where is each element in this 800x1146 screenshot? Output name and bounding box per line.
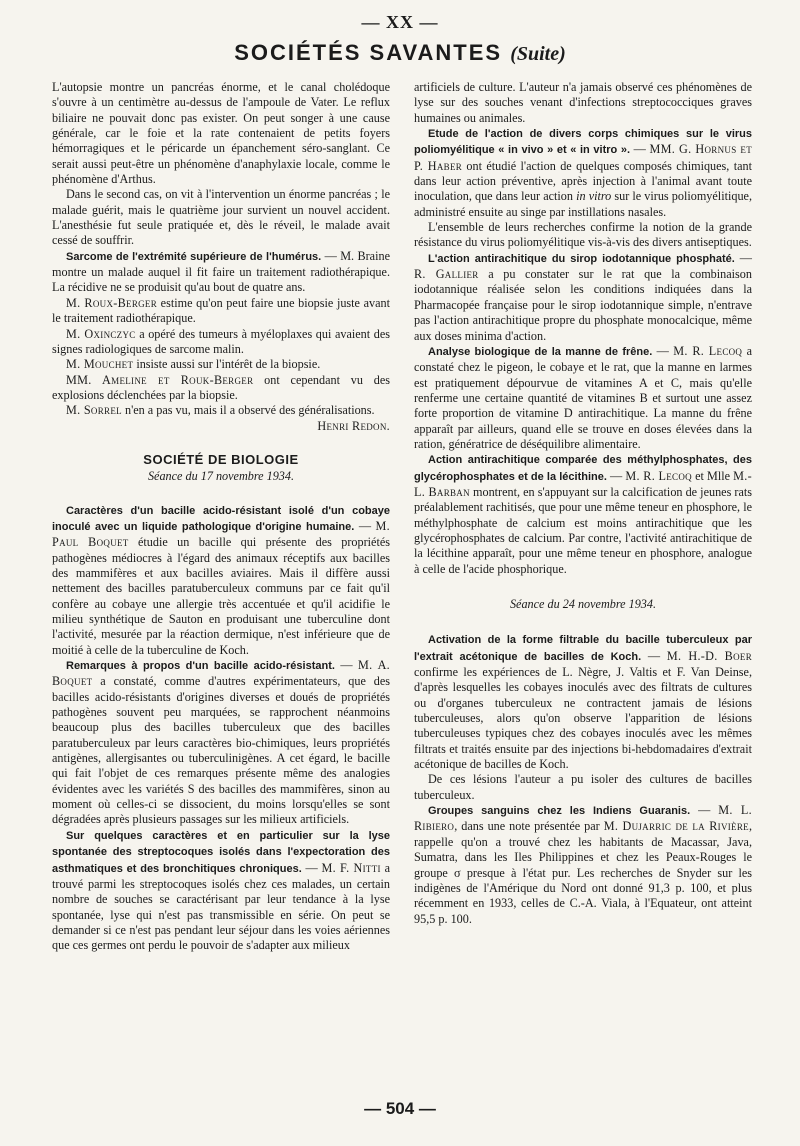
activ-author: M. H.-D. Boer (666, 648, 752, 663)
etude-title: Etude de l'action de divers corps chimiques sur le virus poliomyélitique « in vivo » et « in vitro ». (414, 128, 752, 157)
autopsy-paragraph: L'autopsie montre un pancréas énorme, et le canal cholédoque s'ouvre à un centimètre au-dessus de l'ampoule de Vater. Le reflux biliaire ne pouvait donc pas exister. On peut songer à une cause générale, car le foie et la rate contenaient de petits foyers hémorragiques et le péricarde un épanchement séro-sanglant. Ce serait aussi peut-être un phénomène d'anaphylaxie locale, comme le phénomène d'Arthus. (52, 80, 390, 187)
sarcome-entry (52, 249, 390, 296)
meth-author2: M.-L. Barban (414, 468, 752, 499)
seance-date-2: Séance du 24 novembre 1934. (509, 597, 657, 611)
roman-page-number: — XX — (361, 12, 439, 32)
left-column (52, 80, 390, 954)
bacille-title: Caractères d'un bacille acido-résistant isolé d'un cobaye inoculé avec un liquide pathologique d'origine humaine. (52, 504, 390, 533)
bacille-text: étudie un bacille qui présente des propriétés pathogènes médiocres à l'égard des animaux réceptifs aux bacilles des mammifères et aux bacilles aviaires. Mais il diffère aussi nettement des bacilles paratuberculeux communs par ce fait qu'il confère au cobaye une allergie très accentuée et qu'il acidifie le milieu synthétique de Sauton en produisant une tuberculine dont l'activité, mesurée par la réaction dermique, n'est inférieure que de moitié à celle de la tuberculine de Koch. (52, 535, 390, 657)
ameline-entry (52, 373, 390, 404)
signature: Henri Redon. (317, 418, 390, 433)
section-title: SOCIÉTÉ DE BIOLOGIE (143, 451, 299, 467)
manne-title: Analyse biologique de la manne de frêne. (428, 345, 653, 358)
meth-text: montrent, en s'appuyant sur la calcification de jeunes rats préalablement rachitisés, que pour une même teneur en phosphore, le méthylphosphate de calcium est moins antirachitique que les glycérophosphates de calcium. Par contre, l'activité antirachitique de la lécithine apparaît, pour une même teneur en phosphore, analogue à celle de l'acide phosphorique. (414, 484, 752, 576)
sorrel-text: n'en a pas vu, mais il a observé des généralisations. (121, 403, 375, 418)
remarques-text: a constaté, comme d'autres expérimentateurs, que des bacilles acido-résistants d'origines diverses et doués de propriétés pathogènes souvent peu marquées, se rapprochent néanmoins beaucoup plus des bacilles tuberculeux que des bacilles paratuberculeux par leurs caractères bio-chimiques, leurs propriétés antigènes, allergisantes ou tuberculinigènes. A cet égard, le bacille qui fait l'objet de ces remarques présente même des analogies évidentes avec les variétés S des bacilles des mammifères, sinon au moment où celles-ci se dissocient, du moins lorsqu'elles se sont dégradées après plusieurs passages sur les milieux artificiels. (52, 674, 390, 827)
page-number: — 504 — (364, 1099, 436, 1118)
etude-author: MM. G. Hornus et P. Haber (414, 142, 753, 173)
mouchet-name: M. Mouchet (66, 357, 134, 372)
meth-title: Action antirachitique comparée des méthylphosphates, des glycérophosphates et de la lécithine. (414, 454, 752, 483)
lesions-paragraph: De ces lésions l'auteur a pu isoler des cultures de bacilles tuberculeux. (414, 772, 752, 802)
groupes-author: M. L. Ribiero (414, 803, 752, 834)
remarques-title: Remarques à propos d'un bacille acido-résistant. (66, 660, 335, 673)
running-head-suite: (Suite) (510, 43, 566, 65)
ensemble-paragraph: L'ensemble de leurs recherches confirme la notion de la grande résistance du virus poliomyélitique vis-à-vis des divers antiseptiques. (414, 220, 752, 250)
manne-text: a constaté chez le pigeon, le cobaye et le rat, que la manne en larmes est pratiquement dépourvue de vitamines A et C, mais qu'elle renferme une certaine quantité de vitamines B et surtout une assez forte proportion de vitamine D antirachitique. La manne du frêne apparaît par ailleurs, quand elle se trouve en doses élevées dans la ration, génératrice de déséquilibre alimentaire. (414, 343, 753, 451)
groupes-author2: M. Dujarric de la Rivière (603, 819, 749, 834)
ameline-name: MM. Ameline et Rouk-Berger (66, 372, 254, 387)
groupes-title: Groupes sanguins chez les Indiens Guaranis. (428, 805, 691, 818)
sarcome-text: — M. Braine montre un malade auquel il fit faire un traitement radiothérapique. La récidive ne se produisit qu'au bout de quatre ans. (52, 248, 390, 295)
sirop-entry: L'action antirachitique du sirop iodotannique phosphaté. — R. Gallier a pu constater sur le rat que la combinaison iodotannique réalisée selon les conditions indiquées dans la Pharmacopée française pour le sirop iodotannique simple, n'entrave pas l'action antirachitique propre du phosphate monocalcique, même aux doses minima d'action. (414, 250, 752, 343)
mouchet-entry (52, 357, 390, 372)
strep-entry: Sur quelques caractères et en particulier sur la lyse spontanée des streptocoques isolés dans l'expectoration des asthmatiques et des bronchitiques chroniques. — M. F. Nitti a trouvé parmi les streptocoques isolés chez ces malades, un certain nombre de souches se caractérisant par leur tendance à la lyse spontanée, lyse qui n'est pas transmissible en série. On peut se demander si ce n'est pas pendant leur séjour dans les voies aériennes que ces germes ont perdu le pouvoir de s'adapter aux milieux (52, 829, 390, 953)
meth-author: M. R. Lecoq (625, 468, 692, 483)
meth-mid: et Mlle (691, 468, 734, 483)
bacille-entry: Caractères d'un bacille acido-résistant isolé d'un cobaye inoculé avec un liquide pathologique d'origine humaine. — M. Paul Boquet étudie un bacille qui présente des propriétés pathogènes médiocres à l'égard des animaux réceptifs aux bacilles des mammifères et aux bacilles aviaires. Mais il diffère aussi nettement des bacilles paratuberculeux communs par ce fait qu'il confère au cobaye une allergie très accentuée et qu'il acidifie le milieu synthétique de Sauton en produisant une tuberculine dont l'activité, mesurée par la réaction dermique, n'est inférieure que de moitié à celle de la tuberculine de Koch. (52, 504, 391, 657)
mouchet-text: insiste aussi sur l'intérêt de la biopsie. (133, 357, 321, 372)
oxin-name: M. Oxinczyc (66, 326, 136, 341)
groupes-entry: Groupes sanguins chez les Indiens Guaranis. — M. L. Ribiero, dans une note présentée par M. Dujarric de la Rivière, rappelle qu'on a trouvé chez les habitants de Macassar, Java, Sumatra, dans les Iles Philippines et chez les Peaux-Rouges le groupe σ presque à l'état pur. Les recherches de Snyder sur les indigènes de l'Amérique du Nord ont donné 91,3 p. 100, et plus récemment en 1933, celles de C.-A. Viala, à l'Equateur, ont atteint 95,5 p. 100. (414, 803, 753, 926)
sirop-title: L'action antirachitique du sirop iodotannique phosphaté. (428, 252, 735, 265)
sorrel-name: M. Sorrel (66, 403, 122, 418)
ameline-text: ont cependant vu des explosions déclenchées par la biopsie. (52, 372, 391, 402)
sirop-author: R. Gallier (414, 267, 479, 282)
seance-date: Séance du 17 novembre 1934. (147, 469, 295, 484)
roux-text: estime qu'on peut faire une biopsie juste avant le traitement radiothérapique. (52, 295, 390, 326)
activ-title: Activation de la forme filtrable du bacille tuberculeux par l'extrait acétonique de bacilles de Koch. (414, 634, 752, 663)
etude-text-b: sur le virus poliomyélitique, administré ensuite au singe par instillations nasales. (414, 189, 752, 219)
manne-author: M. R. Lecoq (673, 343, 743, 358)
sirop-text: a pu constater sur le rat que la combinaison iodotannique réalisée selon les conditions indiquées dans la Pharmacopée française pour le sirop iodotannique simple, n'entrave pas l'action antirachitique propre du phosphate monocalcique, même aux doses minima d'action. (414, 267, 752, 343)
etude-italic: in vitro (576, 189, 612, 204)
groupes-text: , rappelle qu'on a trouvé chez les habitants de Macassar, Java, Sumatra, dans les Iles Philippines et chez les Peaux-Rouges le groupe σ presque à l'état pur. Les recherches de Snyder sur les indigènes de l'Amérique du Nord ont donné 91,3 p. 100, et plus récemment en 1933, celles de C.-A. Viala, à l'Equateur, ont atteint 95,5 p. 100. (414, 819, 753, 926)
right-column (414, 80, 752, 927)
groupes-mid: , dans une note présentée par (454, 819, 604, 834)
oxin-entry (52, 327, 390, 358)
remarques-entry: Remarques à propos d'un bacille acido-résistant. — M. A. Boquet a constaté, comme d'autres expérimentateurs, que des bacilles acido-résistants d'origines diverses et doués de propriétés pathogènes souvent peu marquées, se rapprochent néanmoins beaucoup plus des bacilles tuberculeux que des bacilles paratuberculeux par leurs caractères bio-chimiques, leurs propriétés antigènes, allergisantes ou tuberculinigènes. A cet égard, le bacille qui fait l'objet de ces remarques présente même des analogies évidentes avec les variétés S des bacilles des mammifères, sinon au moment où celles-ci se dissocient, du moins lorsqu'elles se sont dégradées après plusieurs passages sur les milieux artificiels. (52, 658, 391, 827)
manne-entry: Analyse biologique de la manne de frêne. — M. R. Lecoq a constaté chez le pigeon, le cobaye et le rat, que la manne en larmes est pratiquement dépourvue de vitamines A et C, mais qu'elle renferme une certaine quantité de vitamines B et surtout une assez forte proportion de vitamine D antirachitique. La manne du frêne apparaît par ailleurs, quand elle se trouve en doses élevées dans la ration, génératrice de déséquilibre alimentaire. (414, 343, 753, 451)
strep-title: Sur quelques caractères et en particulier sur la lyse spontanée des streptocoques isolés dans l'expectoration des asthmatiques et des bronchitiques chroniques. (52, 829, 390, 875)
roux-entry (52, 296, 390, 327)
bacille-author: M. Paul Boquet (52, 518, 391, 550)
etude-entry: Etude de l'action de divers corps chimiques sur le virus poliomyélitique « in vivo » et « in vitro ». — MM. G. Hornus et P. Haber ont étudié l'action de quelques composés chimiques, tant dans leur action préventive, après injection à l'animal avant toute inoculation, que dans leur action in vitro sur le virus poliomyélitique, administré ensuite au singe par instillations nasales. (414, 128, 753, 219)
activ-text: confirme les expériences de L. Nègre, J. Valtis et F. Van Deinse, d'après lesquelles les cobayes inoculés avec des filtrats de cultures ou d'organes tuberculeux ne contractent jamais de lésions tuberculeuses, alors qu'on observe l'apparition de lésions tuberculeuses typiques chez des cobayes inoculés avec les mêmes filtrats et traités ensuite par des injections bi-hebdomadaires d'extrait acétonique de bacilles de Koch. (414, 665, 752, 772)
sarcome-title: Sarcome de l'extrémité supérieure de l'humérus. (66, 250, 322, 263)
running-head (0, 40, 800, 66)
remarques-author: M. A. Boquet (52, 658, 391, 689)
strep-text: a trouvé parmi les streptocoques isolés chez ces malades, un certain nombre de souches se caractérisant par leur tendance à la lyse spontanée, lyse qui n'est pas transmissible en série. On peut se demander si ce n'est pas pendant leur séjour dans les voies aériennes que ces germes ont perdu le pouvoir de s'adapter aux milieux (52, 860, 390, 953)
continuation-paragraph: artificiels de culture. L'auteur n'a jamais observé ces phénomènes de lyse sur des souches venant d'infections streptococciques graves humaines ou animales. (414, 80, 752, 125)
sorrel-entry (52, 403, 390, 418)
strep-author: M. F. Nitti (321, 860, 381, 875)
oxin-text: a opéré des tumeurs à myéloplaxes qui avaient des signes radiologiques de sarcome malin. (52, 326, 391, 356)
etude-text-a: ont étudié l'action de quelques composés chimiques, tant dans leur action préventive, après injection à l'animal avant toute inoculation, que dans leur action (414, 158, 752, 204)
roux-name: M. Roux-Berger (66, 295, 158, 310)
activ-entry: Activation de la forme filtrable du bacille tuberculeux par l'extrait acétonique de bacilles de Koch. — M. H.-D. Boer confirme les expériences de L. Nègre, J. Valtis et F. Van Deinse, d'après lesquelles les cobayes inoculés avec des filtrats de cultures ou d'organes tuberculeux ne contractent jamais de lésions tuberculeuses, alors qu'on observe l'apparition de lésions tuberculeuses typiques chez des cobayes inoculés avec les mêmes filtrats et traités ensuite par des injections bi-hebdomadaires d'extrait acétonique de bacilles de Koch. (414, 634, 752, 772)
second-case-paragraph: Dans le second cas, on vit à l'intervention un énorme pancréas ; le malade guérit, mais le quatrième jour survient un nouvel accident. L'anesthésie fut seule pratiquée et, dès le réveil, le malade avait cessé de souffrir. (52, 187, 390, 248)
running-head-title: SOCIÉTÉS SAVANTES (234, 40, 503, 65)
meth-entry: Action antirachitique comparée des méthylphosphates, des glycérophosphates et de la lécithine. — M. R. Lecoq et Mlle M.-L. Barban montrent, en s'appuyant sur la calcification de jeunes rats préalablement rachitisés, que pour une même teneur en phosphore, le méthylphosphate de calcium est moins antirachitique que les glycérophosphates de calcium. Par contre, l'activité antirachitique de la lécithine apparaît, pour une même teneur en phosphore, analogue à celle de l'acide phosphorique. (414, 454, 752, 576)
